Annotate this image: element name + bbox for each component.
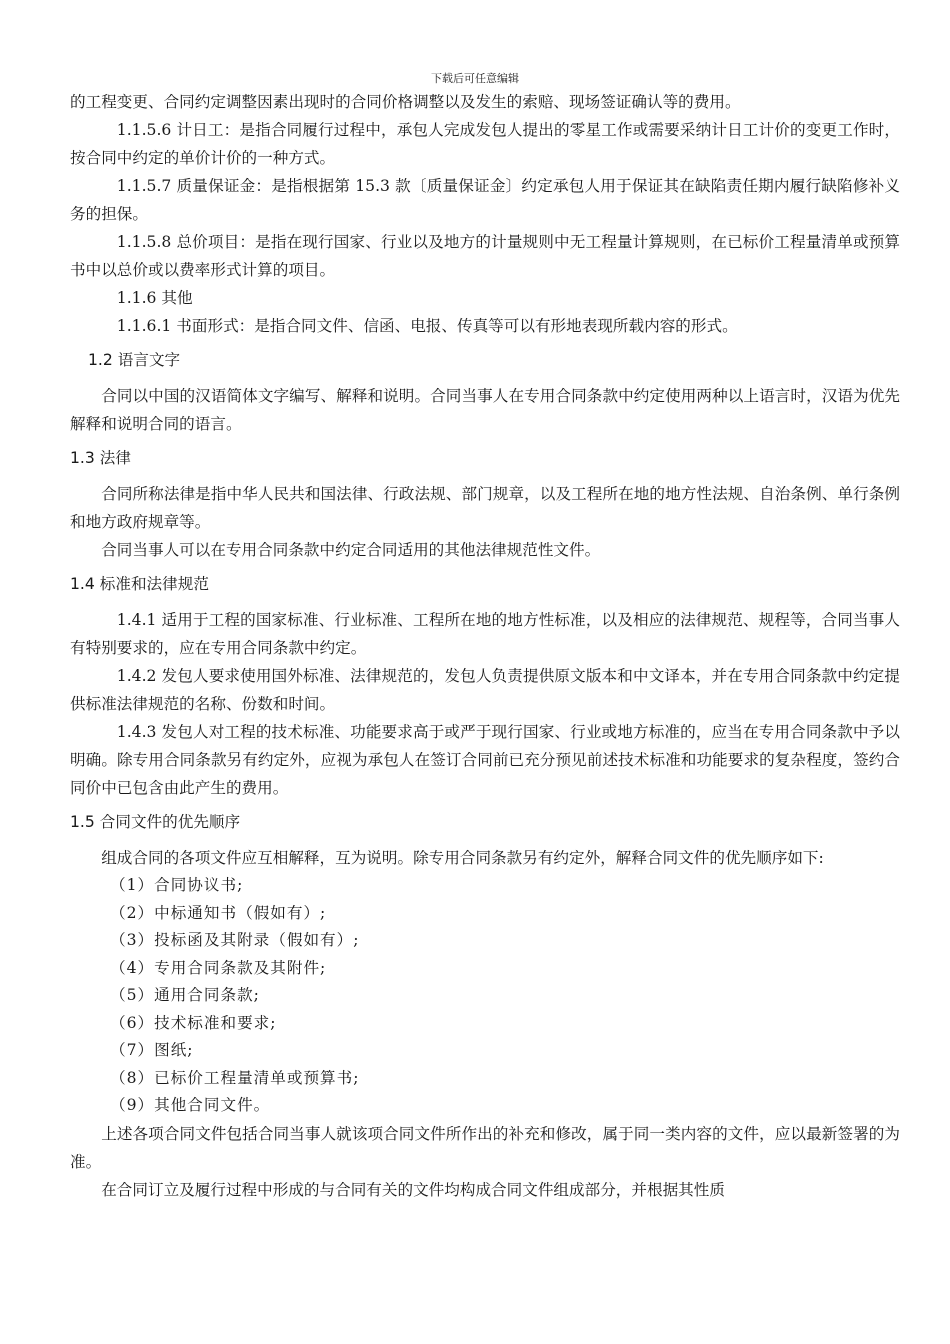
- list-item: （7）图纸;: [110, 1041, 194, 1059]
- section-heading-1-2: 1.2 语言文字: [88, 351, 181, 369]
- section-heading-1-4: 1.4 标准和法律规范: [70, 575, 209, 593]
- paragraph-intro: 的工程变更、合同约定调整因素出现时的合同价格调整以及发生的索赔、现场签证确认等的费用。: [70, 93, 741, 111]
- paragraph-1-5-a: 组成合同的各项文件应互相解释，互为说明。除专用合同条款另有约定外，解释合同文件的优先顺序如下:: [101, 849, 824, 867]
- priority-list: [70, 872, 900, 1120]
- paragraph-1-2: 合同以中国的汉语简体文字编写、解释和说明。合同当事人在专用合同条款中约定使用两种以上语言时，汉语为优先解释和说明合同的语言。: [70, 387, 900, 433]
- page-header: 下载后可任意编辑: [431, 72, 519, 85]
- list-item: （5）通用合同条款;: [110, 986, 260, 1004]
- clause-1-4-2: 1.4.2 发包人要求使用国外标准、法律规范的，发包人负责提供原文版本和中文译本，并在专用合同条款中约定提供标准法律规范的名称、份数和时间。: [70, 667, 900, 713]
- section-heading-1-3: 1.3 法律: [70, 449, 131, 467]
- document-body: [70, 88, 900, 1204]
- paragraph-1-5-b: 上述各项合同文件包括合同当事人就该项合同文件所作出的补充和修改，属于同一类内容的文件，应以最新签署的为准。: [70, 1124, 900, 1171]
- paragraph-1-3-a: 合同所称法律是指中华人民共和国法律、行政法规、部门规章，以及工程所在地的地方性法规、自治条例、单行条例和地方政府规章等。: [70, 485, 900, 531]
- clause-1-1-6: 1.1.6 其他: [116, 289, 193, 307]
- list-item: （4）专用合同条款及其附件;: [110, 958, 327, 977]
- paragraph-1-5-c: 在合同订立及履行过程中形成的与合同有关的文件均构成合同文件组成部分，并根据其性质: [101, 1180, 725, 1199]
- paragraph-1-3-b: 合同当事人可以在专用合同条款中约定合同适用的其他法律规范性文件。: [101, 541, 601, 559]
- list-item: （2）中标通知书（假如有）;: [110, 903, 327, 922]
- clause-1-1-6-1: 1.1.6.1 书面形式：是指合同文件、信函、电报、传真等可以有形地表现所载内容的形式。: [116, 317, 738, 335]
- clause-1-1-5-8: 1.1.5.8 总价项目：是指在现行国家、行业以及地方的计量规则中无工程量计算规则，在已标价工程量清单或预算书中以总价或以费率形式计算的项目。: [70, 233, 900, 279]
- list-item: （3）投标函及其附录（假如有）;: [110, 931, 360, 949]
- clause-1-1-5-6: 1.1.5.6 计日工：是指合同履行过程中，承包人完成发包人提出的零星工作或需要采纳计日工计价的变更工作时，按合同中约定的单价计价的一种方式。: [70, 121, 900, 167]
- clause-1-4-1: 1.4.1 适用于工程的国家标准、行业标准、工程所在地的地方性标准，以及相应的法律规范、规程等，合同当事人有特别要求的，应在专用合同条款中约定。: [70, 611, 900, 657]
- list-item: （9）其他合同文件。: [110, 1096, 271, 1114]
- clause-1-4-3: 1.4.3 发包人对工程的技术标准、功能要求高于或严于现行国家、行业或地方标准的，应当在专用合同条款中予以明确。除专用合同条款另有约定外，应视为承包人在签订合同前已充分预见前述技术标准和功能要求的复杂程度，签约合同价中已包含由此产生的费用。: [70, 723, 900, 797]
- clause-1-1-5-7: 1.1.5.7 质量保证金：是指根据第 15.3 款〔质量保证金〕约定承包人用于保证其在缺陷责任期内履行缺陷修补义务的担保。: [70, 177, 900, 223]
- list-item: （1）合同协议书;: [110, 876, 244, 894]
- section-heading-1-5: 1.5 合同文件的优先顺序: [70, 813, 241, 831]
- list-item: （6）技术标准和要求;: [110, 1013, 277, 1032]
- list-item: （8）已标价工程量清单或预算书;: [110, 1068, 360, 1087]
